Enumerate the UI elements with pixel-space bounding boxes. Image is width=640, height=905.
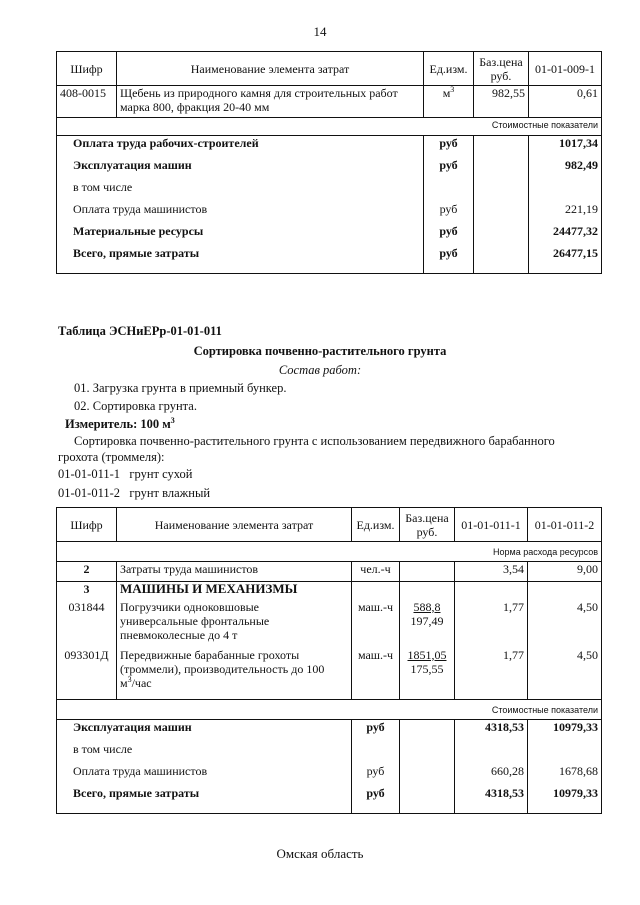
norm-label: Норма расхода ресурсов <box>57 542 602 562</box>
footer-region: Омская область <box>276 846 364 861</box>
header-price: Баз.цена руб. <box>400 508 455 542</box>
work-item-2: 02. Сортировка грунта. <box>74 399 197 413</box>
row-code: 2 <box>57 562 117 582</box>
machine-value-1: 1,77 <box>455 648 528 700</box>
summary-unit <box>424 180 474 202</box>
description-line-2: грохота (троммеля): <box>58 450 165 464</box>
machine-value-2: 4,50 <box>528 600 602 648</box>
composition-title: Состав работ: <box>278 363 362 377</box>
machine-unit: маш.-ч <box>352 648 400 700</box>
summary-row <box>57 246 602 274</box>
machine-code: 031844 <box>57 600 117 648</box>
summary-row <box>57 136 602 158</box>
header-unit: Ед.изм. <box>352 508 400 542</box>
header-code: Шифр <box>57 508 117 542</box>
header-price: Баз.цена руб. <box>474 52 529 86</box>
row-value-2: 9,00 <box>528 562 602 582</box>
summary-unit <box>352 742 400 764</box>
summary-value: 1017,34 <box>529 136 602 158</box>
cost-table-1 <box>56 51 602 274</box>
cost-table-2 <box>56 507 602 814</box>
summary-label: в том числе <box>57 742 352 764</box>
machine-name: Передвижные барабанные грохоты (троммели), производительность до 100 $м^3$/час <box>117 648 352 700</box>
summary-value-1: 4318,53 <box>455 786 528 814</box>
summary-unit: руб <box>352 786 400 814</box>
summary-value-1 <box>455 742 528 764</box>
machine-price: 1851,05 175,55 <box>400 648 455 700</box>
row-value-1: 3,54 <box>455 562 528 582</box>
summary-value-1: 4318,53 <box>455 720 528 742</box>
group-code: 3 <box>57 582 117 600</box>
summary-label: Оплата труда машинистов <box>57 202 424 224</box>
header-code-col-2: 01-01-011-2 <box>528 508 602 542</box>
row-price: 982,55 <box>474 86 529 118</box>
summary-label: Всего, прямые затраты <box>57 246 424 274</box>
summary-value-1: 660,28 <box>455 764 528 786</box>
header-unit: Ед.изм. <box>424 52 474 86</box>
summary-row <box>57 720 602 742</box>
summary-row <box>57 224 602 246</box>
summary-unit: руб <box>352 764 400 786</box>
section-label: Стоимостные показатели <box>57 118 602 136</box>
row-value: 0,61 <box>529 86 602 118</box>
summary-value-2 <box>528 742 602 764</box>
variant-2: 01-01-011-2 грунт влажный <box>58 486 211 500</box>
row-name: Затраты труда машинистов <box>117 562 352 582</box>
machine-name: Погрузчики одноковшовые универсальные фронтальные пневмоколесные до 4 т <box>117 600 352 648</box>
table-row <box>57 648 602 700</box>
summary-value: 24477,32 <box>529 224 602 246</box>
row-unit: чел.-ч <box>352 562 400 582</box>
summary-row <box>57 742 602 764</box>
table-row <box>57 562 602 582</box>
summary-value-2: 10979,33 <box>528 786 602 814</box>
section-label: Стоимостные показатели <box>57 700 602 720</box>
summary-unit: руб <box>352 720 400 742</box>
machine-value-1: 1,77 <box>455 600 528 648</box>
summary-value <box>529 180 602 202</box>
summary-row <box>57 786 602 814</box>
summary-label: Оплата труда машинистов <box>57 764 352 786</box>
machine-price: 588,8 197,49 <box>400 600 455 648</box>
summary-value-2: 10979,33 <box>528 720 602 742</box>
table-title: Таблица ЭСНиЕРр-01-01-011 <box>58 324 222 338</box>
header-name: Наименование элемента затрат <box>117 508 352 542</box>
row-name: Щебень из природного камня для строительных работ марка 800, фракция 20-40 мм <box>117 86 424 118</box>
summary-label: Всего, прямые затраты <box>57 786 352 814</box>
table-row <box>57 600 602 648</box>
summary-label: Материальные ресурсы <box>57 224 424 246</box>
summary-row <box>57 202 602 224</box>
summary-label: Эксплуатация машин <box>57 720 352 742</box>
description-line-1: Сортировка почвенно-растительного грунта с использованием передвижного барабанного <box>74 434 555 448</box>
variant-1: 01-01-011-1 грунт сухой <box>58 467 193 481</box>
summary-unit: руб <box>424 158 474 180</box>
row-code: 408-0015 <box>57 86 117 118</box>
summary-unit: руб <box>424 224 474 246</box>
summary-unit: руб <box>424 136 474 158</box>
summary-row <box>57 764 602 786</box>
work-item-1: 01. Загрузка грунта в приемный бункер. <box>74 381 287 395</box>
row-unit: $м^3$ <box>424 86 474 118</box>
header-code: Шифр <box>57 52 117 86</box>
table-row <box>57 86 602 118</box>
meter-label: Измеритель: 100 $м^3$ <box>65 415 175 431</box>
subtitle: Сортировка почвенно-растительного грунта <box>193 344 447 358</box>
machine-value-2: 4,50 <box>528 648 602 700</box>
summary-label: в том числе <box>57 180 424 202</box>
summary-unit: руб <box>424 246 474 274</box>
summary-row <box>57 180 602 202</box>
header-name: Наименование элемента затрат <box>117 52 424 86</box>
summary-value-2: 1678,68 <box>528 764 602 786</box>
summary-value: 221,19 <box>529 202 602 224</box>
machine-unit: маш.-ч <box>352 600 400 648</box>
page-number: 14 <box>313 24 327 39</box>
machine-code: 093301Д <box>57 648 117 700</box>
header-code-col-1: 01-01-011-1 <box>455 508 528 542</box>
summary-label: Эксплуатация машин <box>57 158 424 180</box>
summary-row <box>57 158 602 180</box>
summary-label: Оплата труда рабочих-строителей <box>57 136 424 158</box>
group-name: МАШИНЫ И МЕХАНИЗМЫ <box>117 582 352 600</box>
summary-value: 982,49 <box>529 158 602 180</box>
header-code-col: 01-01-009-1 <box>529 52 602 86</box>
summary-value: 26477,15 <box>529 246 602 274</box>
summary-unit: руб <box>424 202 474 224</box>
